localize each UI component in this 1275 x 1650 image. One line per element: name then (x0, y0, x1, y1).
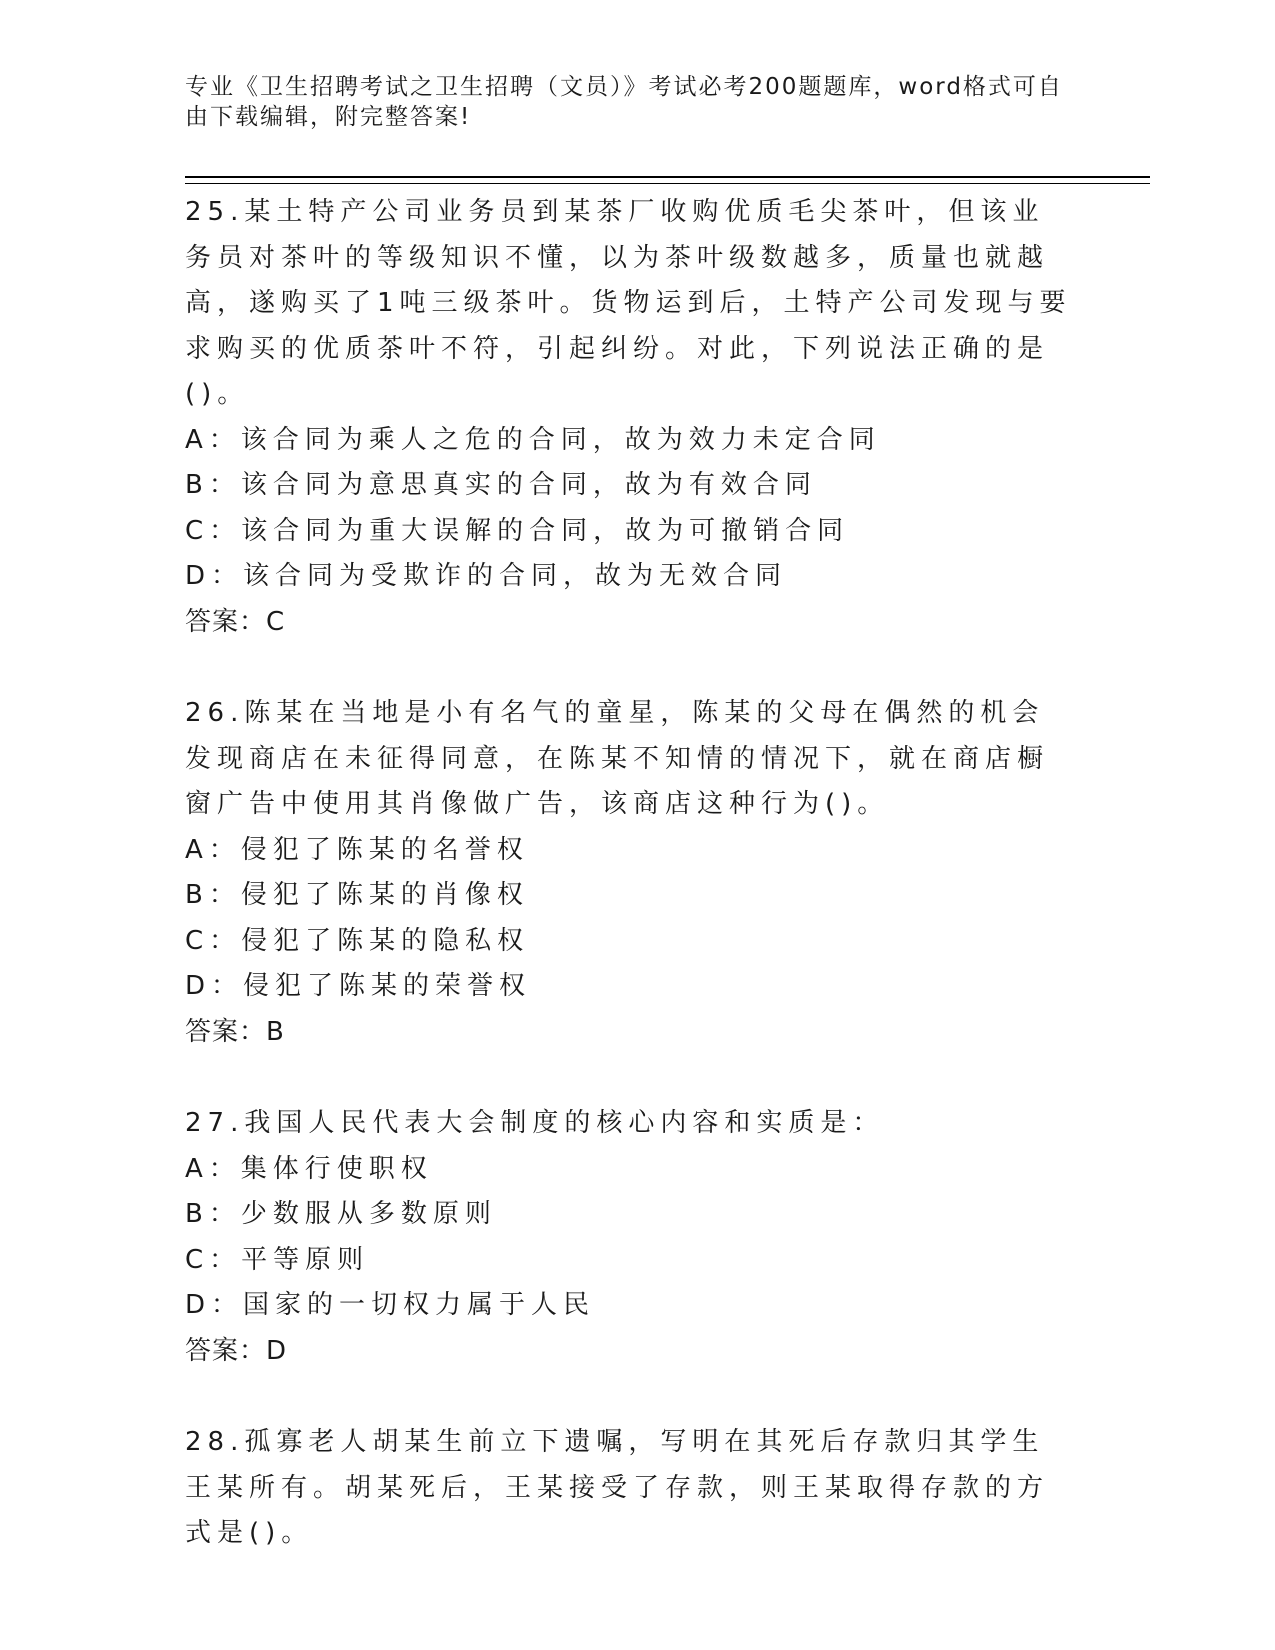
option-c: C：该合同为重大误解的合同，故为可撤销合同 (185, 515, 850, 546)
option-b: B：少数服从多数原则 (185, 1199, 497, 1229)
question-stem: 26.陈某在当地是小有名气的童星，陈某的父母在偶然的机会发现商店在未征得同意，在陈某不知情的情况下，就在商店橱窗广告中使用其肖像做广告，该商店这种行为()。 (185, 698, 1050, 819)
option-a: A：该合同为乘人之危的合同，故为效力未定合同 (185, 424, 881, 455)
option-c: C：平等原则 (185, 1244, 370, 1275)
option-d: D：侵犯了陈某的荣誉权 (185, 971, 532, 1001)
question-stem: 28.孤寡老人胡某生前立下遗嘱，写明在其死后存款归其学生王某所有。胡某死后，王某接受了存款，则王某取得存款的方式是()。 (185, 1427, 1050, 1548)
option-b: B：该合同为意思真实的合同，故为有效合同 (185, 470, 817, 500)
question-stem: 25.某土特产公司业务员到某茶厂收购优质毛尖茶叶，但该业务员对茶叶的等级知识不懂，以为茶叶级数越多，质量也就越高，遂购买了1吨三级茶叶。货物运到后，土特产公司发现与要求购买的优质茶叶不符，引起纠纷。对此，下列说法正确的是()。 (185, 197, 1072, 409)
header-rule-thin (185, 183, 1150, 184)
option-a: A：集体行使职权 (185, 1153, 433, 1184)
answer-line: 答案：B (185, 1016, 285, 1047)
option-a: A：侵犯了陈某的名誉权 (185, 834, 529, 865)
option-b: B：侵犯了陈某的肖像权 (185, 880, 529, 910)
question-25 (185, 190, 1075, 645)
option-d: D：该合同为受欺诈的合同，故为无效合同 (185, 561, 788, 591)
question-list (185, 190, 1075, 1603)
option-c: C：侵犯了陈某的隐私权 (185, 925, 530, 956)
answer-line: 答案：C (185, 606, 286, 637)
option-d: D：国家的一切权力属于人民 (185, 1290, 596, 1320)
question-28 (185, 1420, 1075, 1557)
question-26 (185, 691, 1075, 1055)
question-stem: 27.我国人民代表大会制度的核心内容和实质是： (185, 1108, 885, 1138)
document-header: 专业《卫生招聘考试之卫生招聘（文员）》考试必考200题题库，word格式可自由下载编辑，附完整答案! (185, 74, 1063, 130)
header-rule-thick (185, 176, 1150, 178)
answer-line: 答案：D (185, 1335, 288, 1366)
question-27 (185, 1101, 1075, 1374)
